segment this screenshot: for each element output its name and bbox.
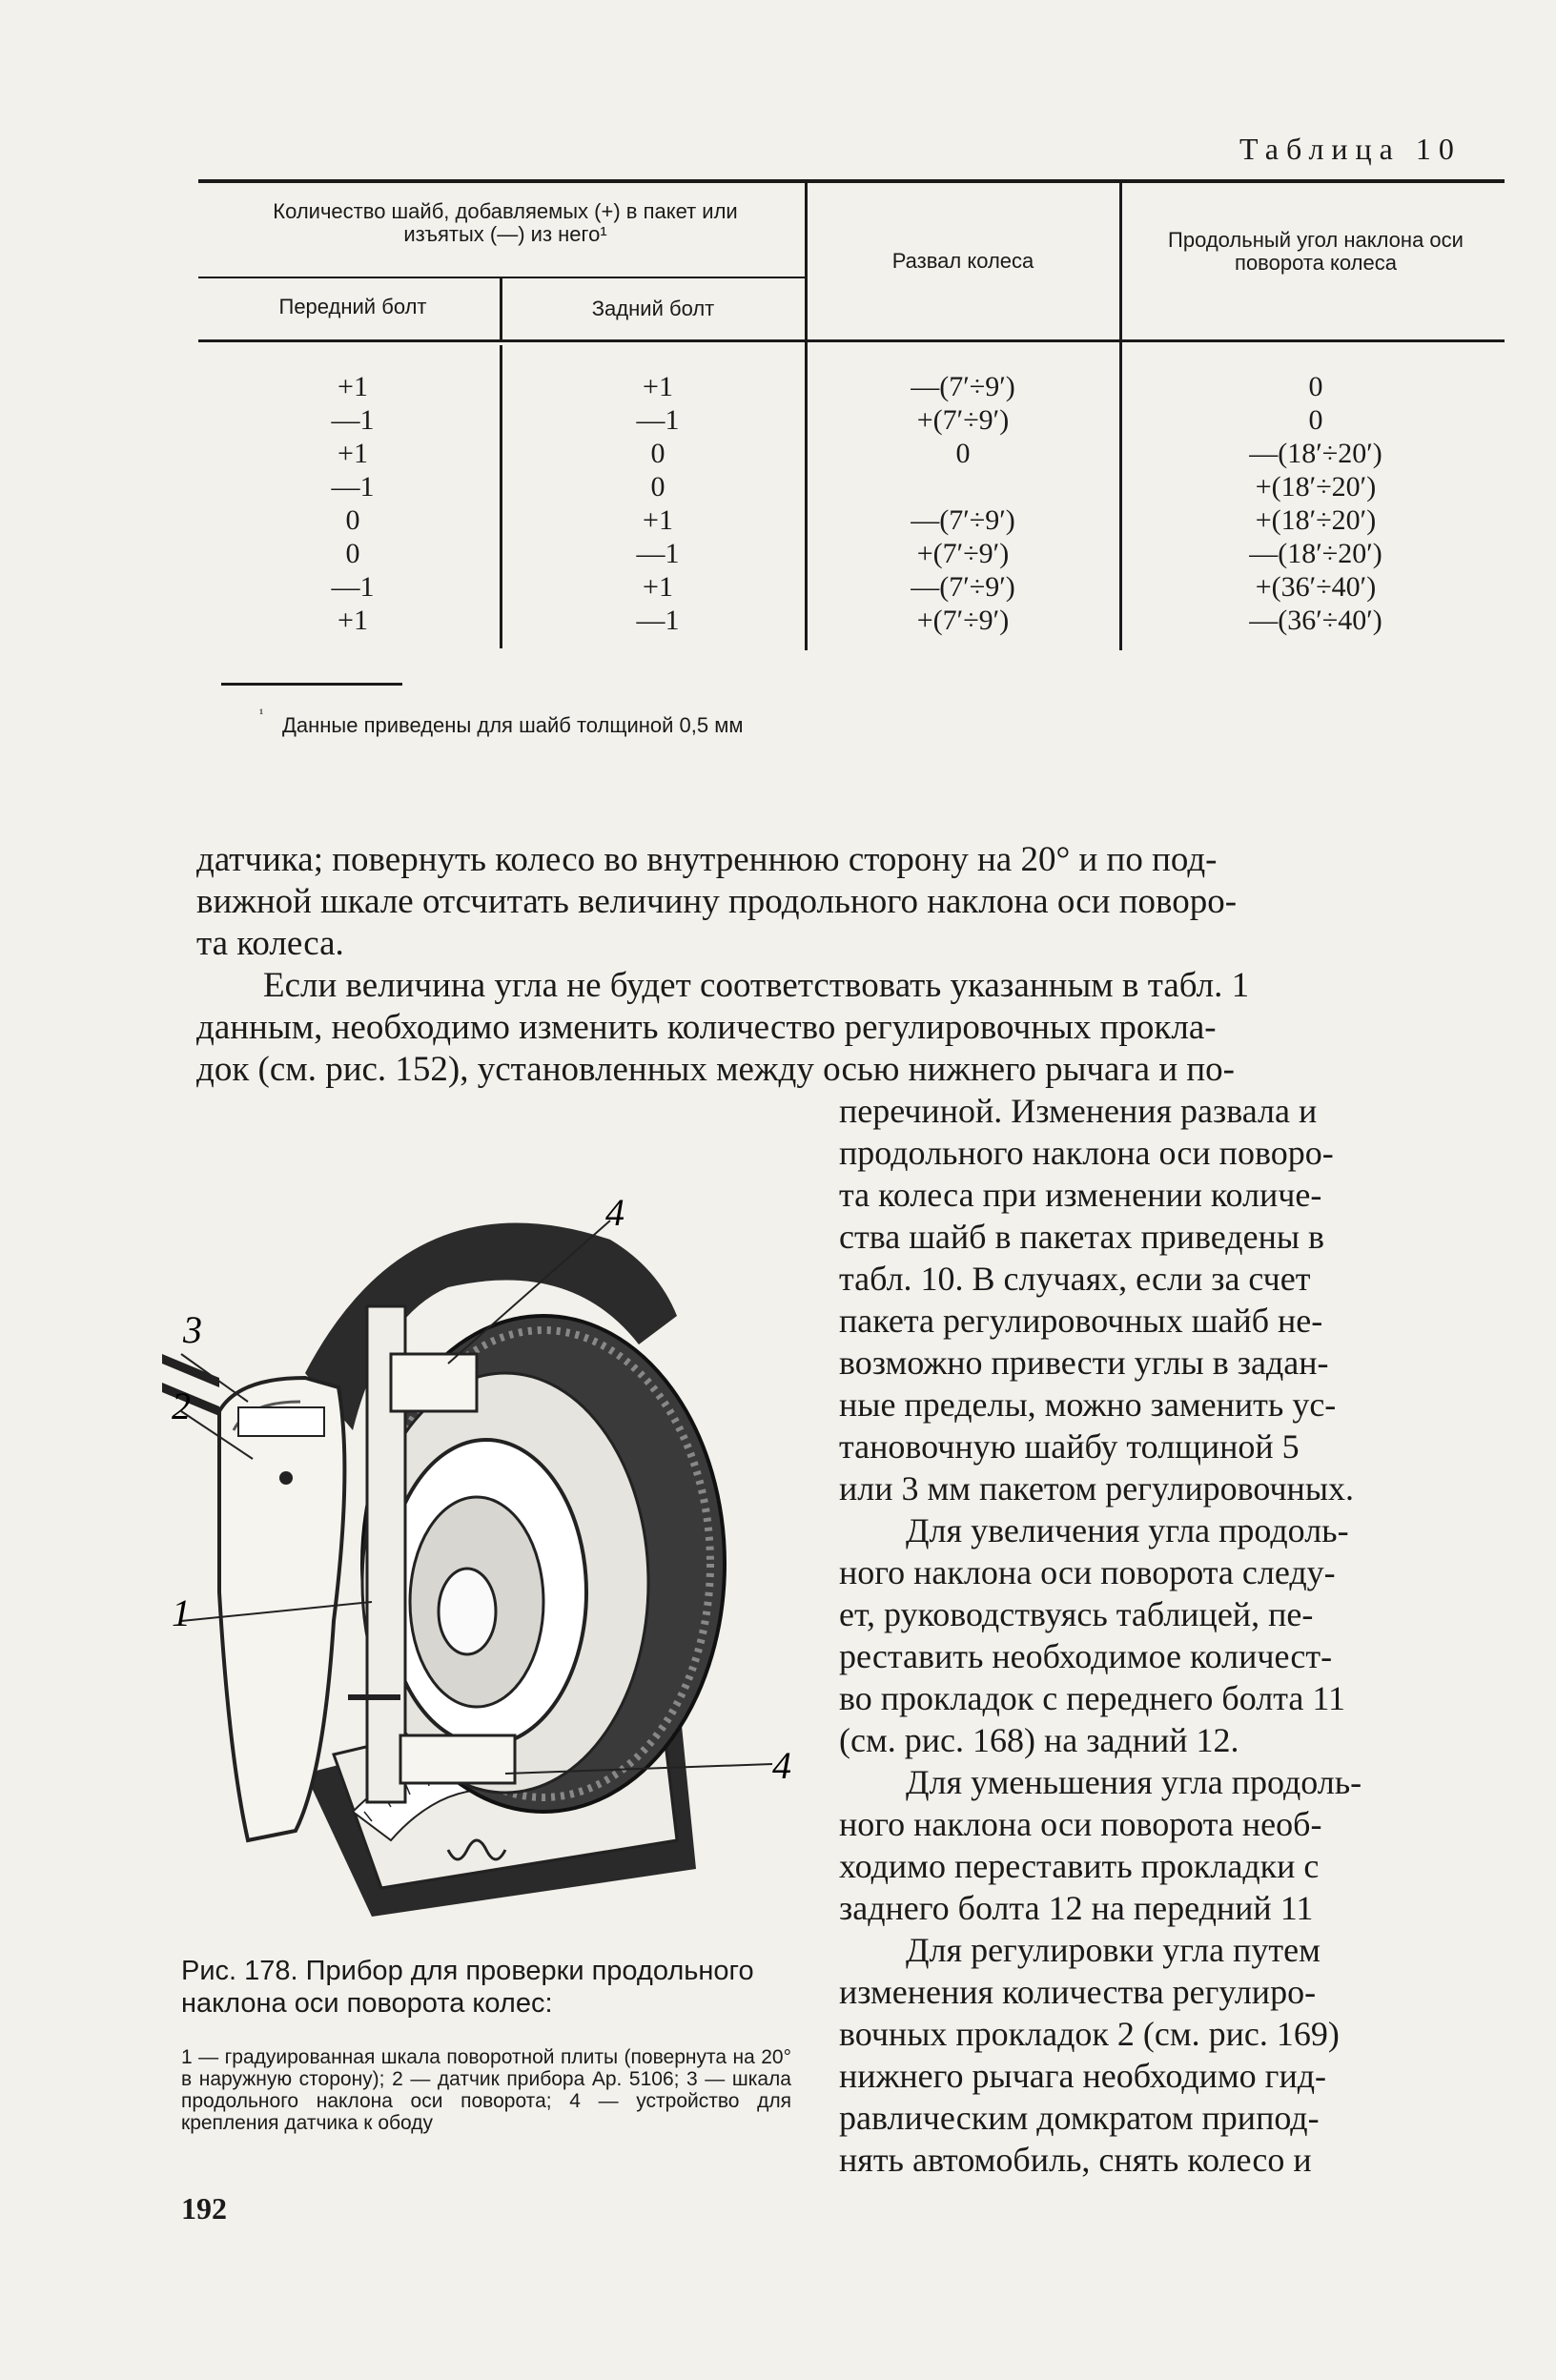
text-line: ет, руководствуясь таблицей, пе- xyxy=(839,1595,1314,1633)
text-line: та колеса. xyxy=(196,924,344,963)
text-line: ного наклона оси поворота следу- xyxy=(839,1553,1336,1591)
table-cell: +(36′÷40′) xyxy=(1255,571,1377,603)
table-caption: Таблица 10 xyxy=(1239,132,1462,166)
table-cell: +(7′÷9′) xyxy=(916,404,1010,436)
table-divider-1 xyxy=(500,278,502,339)
callout-label: 4 xyxy=(605,1191,624,1234)
table-cell xyxy=(849,470,1077,503)
text-line: заднего болта 12 на передний 11 xyxy=(839,1889,1314,1927)
column-rear-bolt xyxy=(591,370,725,637)
figure-caption: Рис. 178. Прибор для проверки продольного наклона оси поворота колес: xyxy=(181,1956,754,2019)
header-camber: Развал колеса xyxy=(891,249,1034,273)
table-footnote: Данные приведены для шайб толщиной 0,5 мм xyxy=(282,713,744,737)
text-line: продольного наклона оси поворо- xyxy=(839,1134,1334,1172)
table-cell: +(18′÷20′) xyxy=(1255,471,1377,503)
right-column-text xyxy=(839,1091,1506,2182)
text-line: вочных прокладок 2 (см. рис. 169) xyxy=(839,2015,1340,2053)
table-cell: —1 xyxy=(331,571,375,603)
footnote-mark: ¹ xyxy=(259,708,264,722)
table-cell: 0 xyxy=(345,538,360,569)
table-cell: +1 xyxy=(643,504,673,536)
table-divider-2 xyxy=(805,183,808,650)
text-line: ные пределы, можно заменить ус- xyxy=(839,1385,1337,1424)
table-cell: +1 xyxy=(338,371,368,402)
text-line: реставить необходимое количест- xyxy=(839,1637,1333,1675)
table-cell: 0 xyxy=(345,504,360,536)
text-line: ходимо переставить прокладки с xyxy=(839,1847,1320,1885)
table-cell: +(7′÷9′) xyxy=(916,538,1010,569)
callout-label: 1 xyxy=(172,1591,191,1634)
text-line: во прокладок с переднего болта 11 xyxy=(839,1679,1346,1717)
header-washer-count: Количество шайб, добавляемых (+) в пакет или изъятых (—) из него¹ xyxy=(273,199,738,246)
text-line: равлическим домкратом припод- xyxy=(839,2099,1320,2137)
callout-label: 4 xyxy=(772,1744,791,1787)
sensor-scale xyxy=(238,1407,324,1436)
table-top-rule xyxy=(198,179,1505,183)
text-line: Для регулировки угла путем xyxy=(906,1931,1321,1969)
table-cell: —1 xyxy=(636,538,680,569)
table-cell: +1 xyxy=(643,371,673,402)
table-cell: +1 xyxy=(338,605,368,636)
text-line: Если величина угла не будет соответствовать указанным в табл. 1 xyxy=(263,966,1250,1005)
text-line: нять автомобиль, снять колесо и xyxy=(839,2141,1312,2179)
table-cell: —(18′÷20′) xyxy=(1249,538,1382,569)
wheel-alignment-figure xyxy=(162,1182,820,1926)
text-line: нижнего рычага необходимо гид- xyxy=(839,2057,1327,2095)
table-cell: 0 xyxy=(1308,404,1323,436)
text-line: док (см. рис. 152), установленных между осью нижнего рычага и по- xyxy=(196,1050,1235,1089)
table-cell: —1 xyxy=(636,605,680,636)
mounting-clamp-bottom xyxy=(400,1735,515,1783)
header-rear-bolt: Задний болт xyxy=(591,297,715,320)
text-line: или 3 мм пакетом регулировочных. xyxy=(839,1469,1354,1508)
text-line: табл. 10. В случаях, если за счет xyxy=(839,1260,1311,1298)
table-cell: +1 xyxy=(338,438,368,469)
text-line: перечиной. Изменения развала и xyxy=(839,1092,1318,1130)
text-line: изменения количества регулиро- xyxy=(839,1973,1317,2011)
text-line: вижной шкале отсчитать величину продольного наклона оси поворо- xyxy=(196,882,1238,921)
table-cell: —(36′÷40′) xyxy=(1249,605,1382,636)
table-cell: —(7′÷9′) xyxy=(911,371,1015,402)
full-width-text xyxy=(196,839,1506,1091)
table-cell: 0 xyxy=(650,471,665,503)
text-line: возможно привести углы в задан- xyxy=(839,1344,1329,1382)
text-line: Для уменьшения угла продоль- xyxy=(906,1763,1362,1801)
table-cell: +1 xyxy=(643,571,673,603)
footnote-rule xyxy=(221,683,402,686)
table-cell: —1 xyxy=(331,471,375,503)
table-divider-1-body xyxy=(500,345,502,648)
table-header-bottom-rule xyxy=(198,339,1505,342)
table-cell: —1 xyxy=(636,404,680,436)
column-front-bolt xyxy=(286,370,420,637)
rail xyxy=(162,1354,219,1387)
column-camber xyxy=(849,370,1077,637)
text-line: Для увеличения угла продоль- xyxy=(906,1511,1349,1549)
page-number: 192 xyxy=(181,2191,227,2226)
text-line: данным, необходимо изменить количество регулировочных прокла- xyxy=(196,1008,1217,1047)
table-cell: 0 xyxy=(1308,371,1323,402)
callout-label: 2 xyxy=(172,1385,191,1427)
table-cell: —1 xyxy=(331,404,375,436)
table-divider-3 xyxy=(1119,183,1122,650)
mounting-clamp-top xyxy=(391,1354,477,1411)
callout-line-3 xyxy=(181,1354,248,1402)
header-front-bolt: Передний болт xyxy=(278,295,427,318)
table-cell: —(7′÷9′) xyxy=(911,571,1015,603)
table-cell: 0 xyxy=(955,438,971,469)
text-line: ства шайб в пакетах приведены в xyxy=(839,1218,1325,1256)
wheel-hub xyxy=(439,1569,496,1654)
column-caster xyxy=(1192,370,1440,637)
table-cell: —(18′÷20′) xyxy=(1249,438,1382,469)
text-line: та колеса при изменении количе- xyxy=(839,1176,1322,1214)
table-cell: +(7′÷9′) xyxy=(916,605,1010,636)
figure-legend: 1 — градуированная шкала поворотной плиты (повернута на 20° в наружную сторону); 2 — датчик прибора Ар. 5106; 3 — шкала продольного наклона оси поворота; 4 — устройство для крепления датчика к ободу xyxy=(181,2046,791,2134)
sensor-knob xyxy=(279,1471,293,1485)
text-line: датчика; повернуть колесо во внутреннюю сторону на 20° и по под- xyxy=(196,840,1218,879)
text-line: ного наклона оси поворота необ- xyxy=(839,1805,1322,1843)
text-line: тановочную шайбу толщиной 5 xyxy=(839,1427,1300,1466)
text-line: (см. рис. 168) на задний 12. xyxy=(839,1721,1239,1759)
table-cell: +(18′÷20′) xyxy=(1255,504,1377,536)
header-caster: Продольный угол наклона оси поворота колеса xyxy=(1168,228,1464,275)
table-cell: 0 xyxy=(650,438,665,469)
rail xyxy=(162,1383,219,1416)
callout-label: 3 xyxy=(183,1308,202,1351)
table-cell: —(7′÷9′) xyxy=(911,504,1015,536)
text-line: пакета регулировочных шайб не- xyxy=(839,1302,1323,1340)
